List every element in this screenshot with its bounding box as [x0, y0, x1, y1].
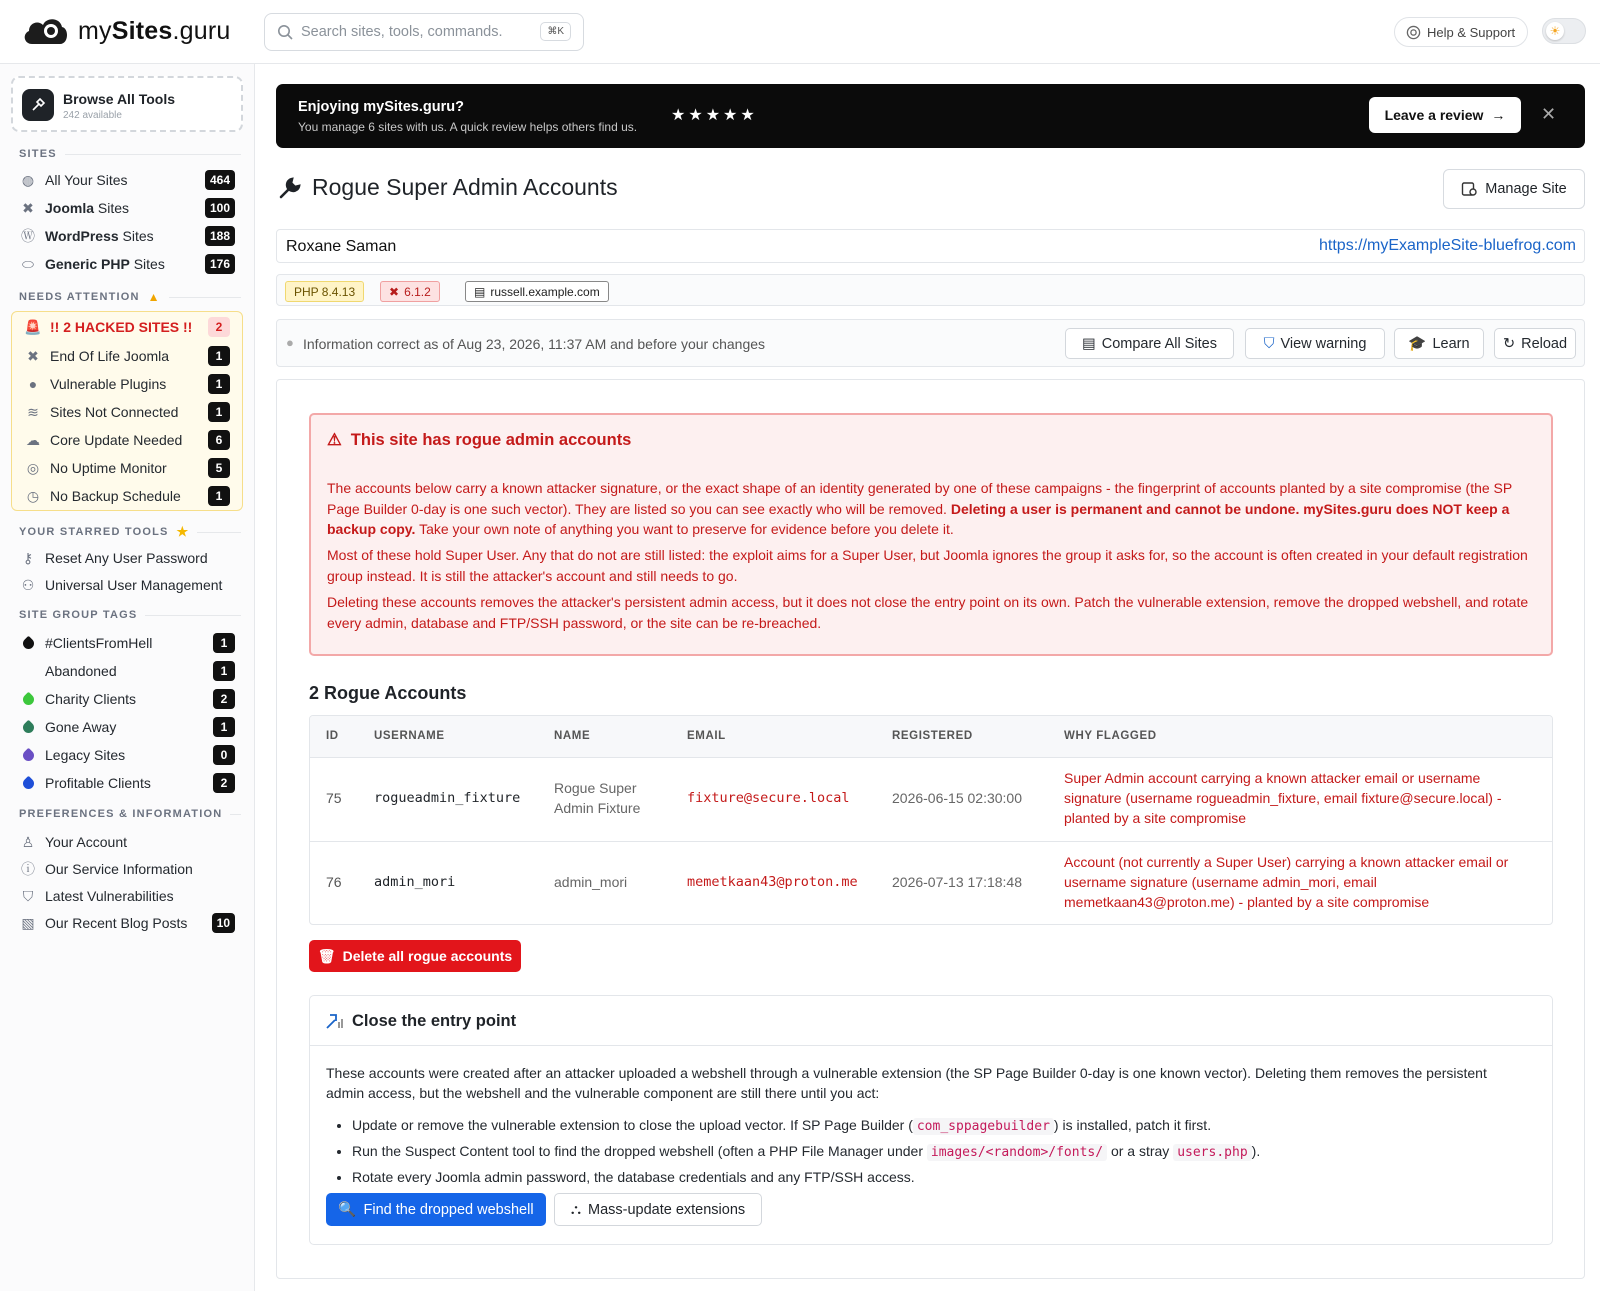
cloud-upload-icon: ☁ — [26, 431, 40, 448]
table-header — [310, 716, 1552, 758]
sidebar — [0, 64, 255, 1291]
sidebar-item-label: Sites Not Connected — [50, 404, 179, 420]
reload-icon: ↻ — [1502, 335, 1516, 352]
wordpress-icon: Ⓦ — [21, 228, 35, 244]
count-badge: 6 — [208, 430, 230, 450]
sidebar-item-tag-2[interactable] — [19, 687, 235, 711]
rogue-alert — [309, 413, 1553, 656]
count-badge: 10 — [212, 913, 235, 933]
trash-icon: 🗑 — [317, 947, 336, 964]
graduation-cap-icon: 🎓 — [1408, 336, 1427, 352]
sidebar-item-label: Reset Any User Password — [45, 550, 208, 566]
target-icon: ◎ — [26, 459, 40, 476]
sidebar-item-site-3[interactable] — [19, 252, 235, 276]
sidebar-item-site-0[interactable] — [19, 168, 235, 192]
sidebar-item-hacked-sites[interactable]: 🚨 !! 2 HACKED SITES !! 2 — [24, 315, 230, 339]
entry-title: Close the entry point — [352, 1012, 517, 1030]
banner-title: Enjoying mySites.guru? — [298, 99, 464, 115]
cell-registered: 2026-07-13 17:18:48 — [892, 874, 1022, 890]
sidebar-item-label: Our Service Information — [45, 861, 193, 877]
top-bar — [0, 0, 1600, 64]
learn-button[interactable]: 🎓 Learn — [1394, 328, 1484, 359]
count-badge: 1 — [213, 633, 235, 653]
sidebar-item-label: Generic PHP Sites — [45, 256, 165, 272]
list-item: • Update or remove the vulnerable extension to close the upload vector. If SP Page Builder ( com_sppagebuilder ) is installed, patch it first. — [352, 1113, 1532, 1139]
logo-text: mySites.guru — [78, 16, 231, 45]
needs-attention-heading: NEEDS ATTENTION ▲ — [19, 290, 241, 304]
count-badge: 1 — [213, 717, 235, 737]
sidebar-item-label: Universal User Management — [45, 577, 223, 593]
sidebar-item-label: End Of Life Joomla — [50, 348, 170, 364]
warning-icon: ▲ — [147, 290, 161, 304]
theme-toggle[interactable] — [1542, 18, 1586, 44]
sidebar-item-label: Gone Away — [45, 719, 117, 735]
tools-icon — [22, 89, 54, 121]
close-icon[interactable]: ✕ — [1541, 104, 1557, 124]
users-icon: ⚇ — [21, 576, 35, 593]
chart-arrow-icon — [326, 1013, 344, 1029]
list-item: • Run the Suspect Content tool to find the dropped webshell (often a PHP File Manager under images/<random>/fonts/ or a stray users.php ). — [352, 1139, 1532, 1165]
search-shortcut: ⌘K — [540, 22, 571, 41]
list-item: • Rotate every Joomla admin password, the database credentials and any FTP/SSH access. — [352, 1165, 1532, 1189]
count-badge: 1 — [208, 346, 230, 366]
sidebar-item-label: Latest Vulnerabilities — [45, 888, 174, 904]
sidebar-item-pref-0[interactable] — [19, 830, 235, 854]
server-icon: ▤ — [474, 284, 486, 299]
alert-paragraph-3: Deleting these accounts removes the attacker's persistent admin access, but it does not close the entry point on its own. Patch the vulnerable extension, remove the dropped webshell, and rotate every admin, database and FTP/SSH password, or the site can be re-breached. — [327, 594, 1529, 631]
bomb-icon: ● — [28, 376, 38, 392]
cell-registered: 2026-06-15 02:30:00 — [892, 790, 1022, 806]
sidebar-item-attention-4[interactable] — [24, 456, 230, 480]
count-badge: 176 — [205, 254, 235, 274]
count-badge: 1 — [213, 661, 235, 681]
search-icon: 🔍 — [338, 1202, 357, 1218]
alert-paragraph-1: The accounts below carry a known attacker signature, or the exact shape of an identity generated by one of these campaigns - the fingerprint of accounts planted by a site compromise (the SP Page Builder 0-day is one such vector). They are listed so you can see exactly who will be removed. Deleting a user is permanent and cannot be undone. mySites.guru does NOT keep a backup copy. Take your own note of anything you want to preserve for evidence before you delete it. — [327, 480, 1512, 537]
sidebar-item-tag-5[interactable] — [19, 771, 235, 795]
lightbulb-icon: ● — [286, 335, 294, 350]
tag-icon — [19, 746, 37, 764]
php-version-badge: PHP 8.4.13 — [285, 281, 364, 302]
php-icon: ⬭ — [22, 255, 34, 272]
sidebar-item-label: Your Account — [45, 834, 127, 850]
sidebar-item-attention-5[interactable] — [24, 484, 230, 508]
help-support-button[interactable] — [1394, 17, 1528, 47]
banner-subtitle: You manage 6 sites with us. A quick review helps others find us. — [298, 120, 638, 134]
sidebar-item-label: Core Update Needed — [50, 432, 183, 448]
cell-id: 75 — [326, 790, 342, 806]
cell-username: rogueadmin_fixture — [374, 790, 521, 806]
site-group-tags-heading: SITE GROUP TAGS — [19, 609, 241, 621]
count-badge: 1 — [208, 486, 230, 506]
alert-title: ⚠ This site has rogue admin accounts — [327, 430, 632, 449]
count-badge: 188 — [205, 226, 235, 246]
site-tags-bar — [276, 274, 1585, 306]
arrow-right-icon: → — [1491, 107, 1506, 123]
cell-email: fixture@secure.local — [687, 790, 850, 806]
col-why-flagged[interactable]: WHY FLAGGED — [1064, 730, 1157, 742]
reload-button[interactable]: ↻ Reload — [1494, 328, 1576, 359]
entry-intro: These accounts were created after an attacker uploaded a webshell through a vulnerable extension (the SP Page Builder 0-day is one known vector). Deleting them removes the persistent admin access, but the webshell and the vulnerable component are still there until you act: — [326, 1065, 1487, 1101]
sidebar-item-attention-1[interactable] — [24, 372, 230, 396]
site-url-link[interactable]: https://myExampleSite-bluefrog.com — [1319, 237, 1576, 254]
cell-name: admin_mori — [554, 874, 628, 890]
tag-icon — [19, 634, 37, 652]
sun-icon: ☀ — [1546, 22, 1564, 40]
count-badge: 100 — [205, 198, 235, 218]
sidebar-item-pref-2[interactable] — [19, 884, 235, 908]
review-banner — [276, 84, 1585, 148]
delete-all-rogue-accounts-button[interactable]: 🗑 Delete all rogue accounts — [309, 940, 521, 972]
hacked-count-badge: 2 — [208, 317, 230, 337]
sidebar-item-label: WordPress Sites — [45, 228, 154, 244]
sidebar-item-label: Vulnerable Plugins — [50, 376, 167, 392]
tag-icon — [19, 662, 37, 680]
sidebar-item-label: No Uptime Monitor — [50, 460, 167, 476]
cloud-logo-icon — [22, 14, 70, 48]
col-registered[interactable]: REGISTERED — [892, 730, 973, 742]
joomla-icon: ✖ — [389, 284, 400, 299]
mass-update-extensions-button[interactable]: ⛬ Mass-update extensions — [554, 1193, 762, 1226]
sidebar-item-tag-3[interactable] — [19, 715, 235, 739]
key-icon: ⚷ — [22, 549, 34, 566]
sidebar-item-site-1[interactable] — [19, 196, 235, 220]
rogue-accounts-table — [309, 715, 1553, 925]
count-badge: 2 — [213, 773, 235, 793]
sidebar-item-pref-1[interactable] — [19, 857, 235, 881]
col-email[interactable]: EMAIL — [687, 730, 726, 742]
info-icon: ⓘ — [21, 861, 35, 877]
logo[interactable] — [22, 14, 230, 48]
sidebar-item-tag-4[interactable] — [19, 743, 235, 767]
sidebar-item-label: All Your Sites — [45, 172, 128, 188]
cell-name: Rogue Super Admin Fixture — [554, 780, 641, 816]
sidebar-item-starred-1[interactable] — [19, 573, 235, 597]
cell-why: Account (not currently a Super User) carrying a known attacker email or username signature (username admin_mori, email memetkaan43@proton.me) - planted by a site compromise — [1064, 854, 1509, 910]
site-owner-bar — [276, 229, 1585, 263]
alert-paragraph-2: Most of these hold Super User. Any that do not are still listed: the exploit aims for a Super User, but Joomla ignores the group it asks for, so the account is often created in your default registration group instead. It is still the attacker's account and still needs to go. — [327, 547, 1528, 584]
joomla-version-badge: ✖ 6.1.2 — [380, 281, 440, 302]
sidebar-item-tag-0[interactable] — [19, 631, 235, 655]
cell-why: Super Admin account carrying a known attacker email or username signature (username rogueadmin_fixture, email fixture@secure.local) - planted by a site compromise — [1064, 770, 1502, 826]
shield-icon: ⛉ — [22, 887, 34, 904]
browse-title: Browse All Tools — [63, 91, 176, 107]
browse-all-tools-button[interactable] — [11, 76, 243, 132]
sidebar-item-attention-3[interactable] — [24, 428, 230, 452]
sidebar-item-label: Charity Clients — [45, 691, 137, 707]
search-input[interactable] — [264, 13, 584, 51]
site-owner: Roxane Saman — [286, 238, 397, 255]
leave-review-button[interactable]: Leave a review → — [1369, 97, 1521, 133]
cell-username: admin_mori — [374, 874, 456, 890]
info-text: Information correct as of Aug 23, 2026, 11:37 AM and before your changes — [303, 336, 766, 352]
sites-heading: SITES — [19, 148, 241, 160]
main-card — [276, 379, 1585, 1279]
table-row — [310, 758, 1552, 842]
clock-icon: ◷ — [26, 487, 40, 504]
sidebar-item-attention-2[interactable] — [24, 400, 230, 424]
joomla-icon: ✖ — [27, 347, 39, 364]
count-badge: 2 — [213, 689, 235, 709]
count-badge: 1 — [208, 402, 230, 422]
sidebar-item-label: No Backup Schedule — [50, 488, 181, 504]
search-placeholder: Search sites, tools, commands. — [301, 24, 503, 40]
sidebar-item-label: Joomla Sites — [45, 200, 130, 216]
count-badge: 5 — [208, 458, 230, 478]
sidebar-item-tag-1[interactable] — [19, 659, 235, 683]
close-entry-point-panel — [309, 995, 1553, 1245]
warning-icon: ⚠ — [327, 431, 342, 449]
stars-icon: ★★★★★ — [671, 107, 758, 124]
tag-icon — [19, 690, 37, 708]
sidebar-item-label: Legacy Sites — [45, 747, 126, 763]
rss-icon: ▧ — [21, 914, 35, 931]
sidebar-item-label: Profitable Clients — [45, 775, 151, 791]
compare-all-sites-button[interactable]: ▤ Compare All Sites — [1065, 328, 1234, 359]
entry-steps — [352, 1113, 1532, 1189]
alarm-icon: 🚨 — [24, 318, 42, 335]
wrench-icon — [278, 176, 302, 200]
sidebar-item-site-2[interactable] — [19, 224, 235, 248]
col-username[interactable]: USERNAME — [374, 730, 445, 742]
user-icon: ♙ — [21, 833, 35, 850]
manage-site-button[interactable]: Manage Site — [1443, 169, 1585, 209]
find-webshell-button[interactable]: 🔍 Find the dropped webshell — [326, 1193, 546, 1226]
joomla-icon: ✖ — [22, 199, 34, 216]
starred-tools-heading: YOUR STARRED TOOLS ★ — [19, 524, 241, 540]
cubes-icon: ⛬ — [570, 1201, 581, 1218]
tag-icon — [19, 774, 37, 792]
browse-subtitle: 242 available — [63, 110, 122, 121]
cell-id: 76 — [326, 874, 342, 890]
table-icon: ▤ — [1082, 335, 1096, 352]
preferences-heading: PREFERENCES & INFORMATION — [19, 808, 241, 820]
view-warning-button[interactable]: ⛉ View warning — [1245, 328, 1385, 359]
tag-icon — [19, 718, 37, 736]
site-settings-icon — [1461, 181, 1477, 197]
sidebar-item-starred-0[interactable] — [19, 546, 235, 570]
count-badge: 0 — [213, 745, 235, 765]
server-badge: ▤ russell.example.com — [465, 281, 609, 302]
sidebar-item-label: #ClientsFromHell — [45, 635, 153, 651]
sidebar-item-attention-0[interactable] — [24, 344, 230, 368]
shield-icon: ⛉ — [1263, 335, 1275, 352]
table-row — [310, 842, 1552, 925]
col-id[interactable]: ID — [326, 730, 339, 742]
sidebar-item-label: Abandoned — [45, 663, 117, 679]
globe-icon: ◍ — [21, 171, 35, 188]
search-icon — [277, 24, 293, 40]
star-icon: ★ — [176, 524, 190, 539]
count-badge: 464 — [205, 170, 235, 190]
rogue-accounts-title: 2 Rogue Accounts — [309, 683, 467, 703]
sidebar-item-pref-3[interactable] — [19, 911, 235, 935]
lifebuoy-icon — [1406, 25, 1421, 40]
sidebar-item-label: Our Recent Blog Posts — [45, 915, 188, 931]
help-label: Help & Support — [1427, 24, 1516, 40]
info-bar — [276, 319, 1585, 367]
wifi-off-icon: ≋ — [27, 403, 39, 420]
count-badge: 1 — [208, 374, 230, 394]
page-title: Rogue Super Admin Accounts — [278, 174, 618, 201]
cell-email: memetkaan43@proton.me — [687, 874, 858, 890]
col-name[interactable]: NAME — [554, 730, 591, 742]
